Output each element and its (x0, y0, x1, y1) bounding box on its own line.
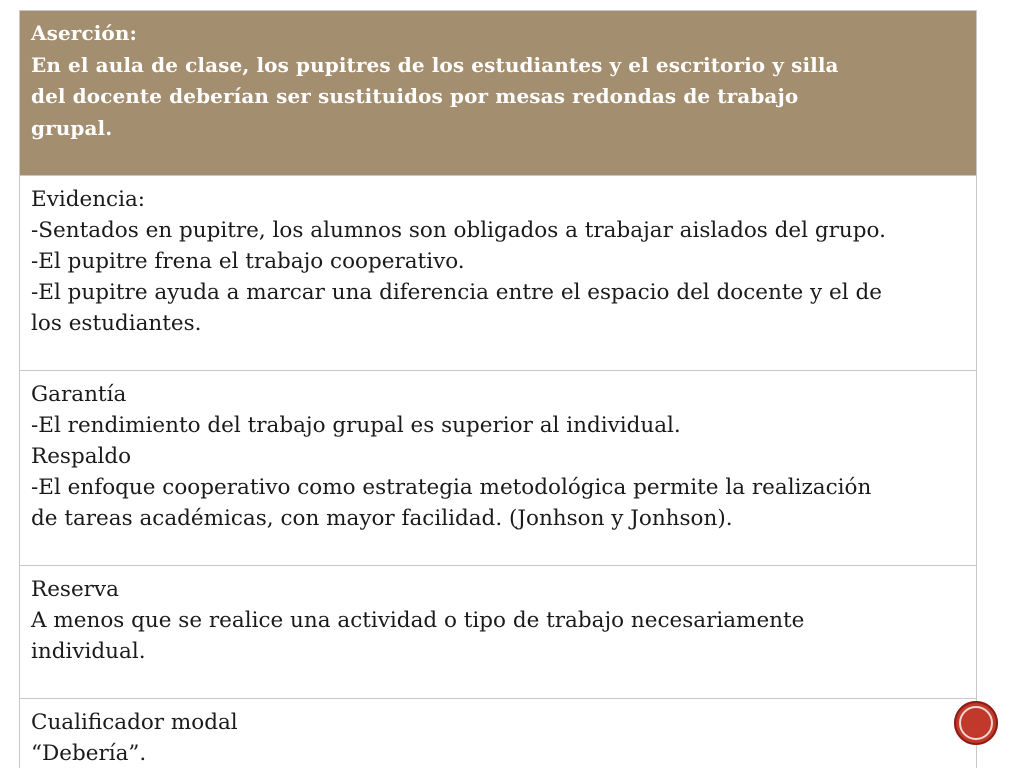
modal-qualifier-cell (20, 698, 976, 768)
evidence-line-1: -Sentados en pupitre, los alumnos son obligados a trabajar aislados del grupo. (31, 218, 886, 243)
warrant-line: -El rendimiento del trabajo grupal es superior al individual. (31, 413, 681, 438)
assertion-line-1: En el aula de clase, los pupitres de los estudiantes y el escritorio y silla (31, 52, 839, 77)
warrant-cell (20, 370, 976, 565)
evidence-line-4: los estudiantes. (31, 311, 202, 336)
backing-line-1: -El enfoque cooperativo como estrategia metodológica permite la realización (31, 475, 872, 500)
evidence-line-2: -El pupitre frena el trabajo cooperativo. (31, 249, 465, 274)
assertion-line-3: grupal. (31, 115, 113, 140)
evidence-cell (20, 175, 976, 370)
assertion-line-2: del docente deberían ser sustituidos por mesas redondas de trabajo (31, 84, 799, 108)
red-circle-badge-icon (954, 701, 998, 745)
reserve-heading: Reserva (31, 577, 119, 602)
warrant-heading: Garantía (31, 382, 127, 407)
assertion-cell (20, 11, 976, 175)
backing-heading: Respaldo (31, 444, 132, 469)
modal-heading: Cualificador modal (31, 710, 238, 735)
reserve-cell (20, 565, 976, 698)
evidence-heading: Evidencia: (31, 187, 146, 212)
reserve-line-1: A menos que se realice una actividad o tipo de trabajo necesariamente (31, 608, 805, 633)
assertion-heading: Aserción: (31, 21, 137, 45)
evidence-line-3: -El pupitre ayuda a marcar una diferencia entre el espacio del docente y el de (31, 280, 882, 305)
modal-value: “Debería”. (31, 741, 147, 766)
backing-line-2: de tareas académicas, con mayor facilidad. (Jonhson y Jonhson). (31, 506, 733, 531)
reserve-line-2: individual. (31, 639, 146, 664)
argument-table (19, 10, 977, 768)
